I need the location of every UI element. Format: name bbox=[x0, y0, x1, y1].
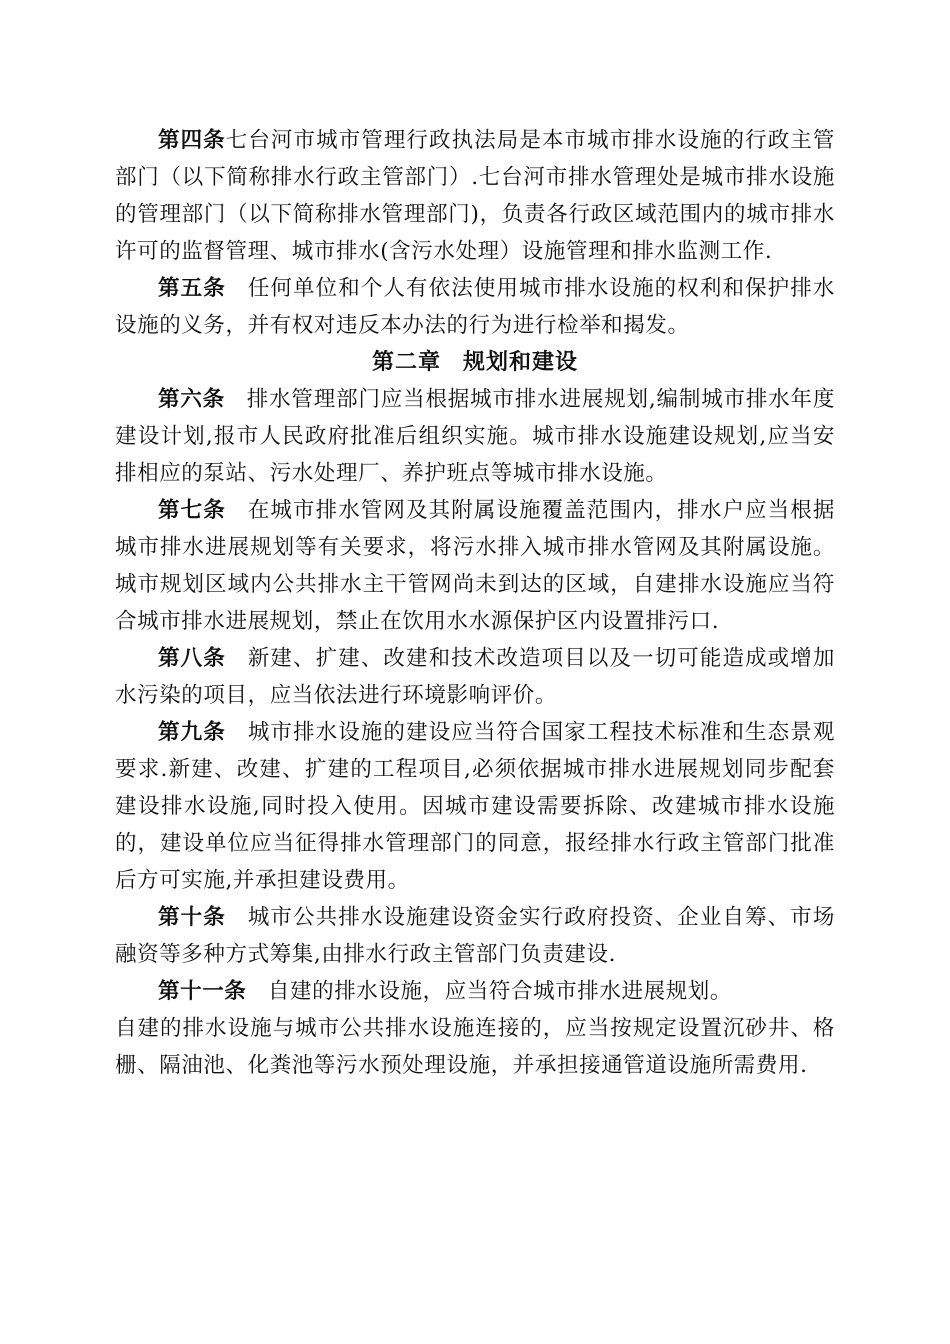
article-10 bbox=[115, 899, 835, 973]
article-text: 任何单位和个人有依法使用城市排水设施的权利和保护排水设施的义务，并有权对违反本办法的行为进行检举和揭发。 bbox=[115, 276, 835, 338]
chapter-title: 规划和建设 bbox=[463, 350, 579, 375]
document-page bbox=[115, 122, 835, 1084]
article-text: 七台河市城市管理行政执法局是本市城市排水设施的行政主管部门（以下简称排水行政主管部门）.七台河市排水管理处是城市排水设施的管理部门（以下简称排水管理部门)，负责各行政区域范围内的城市排水许可的监督管理、城市排水(含污水处理）设施管理和排水监测工作. bbox=[115, 128, 835, 264]
article-text: 新建、扩建、改建和技术改造项目以及一切可能造成或增加水污染的项目，应当依法进行环境影响评价。 bbox=[115, 646, 835, 708]
article-6 bbox=[115, 381, 835, 492]
article-7 bbox=[115, 492, 835, 640]
article-text: 在城市排水管网及其附属设施覆盖范围内，排水户应当根据城市排水进展规划等有关要求，将污水排入城市排水管网及其附属设施。城市规划区域内公共排水主干管网尚未到达的区域，自建排水设施应当符合城市排水进展规划，禁止在饮用水水源保护区内设置排污口. bbox=[115, 498, 835, 634]
article-4 bbox=[115, 122, 835, 270]
article-8 bbox=[115, 640, 835, 714]
article-11-continuation: 自建的排水设施与城市公共排水设施连接的，应当按规定设置沉砂井、格栅、隔油池、化粪池等污水预处理设施，并承担接通管道设施所需费用. bbox=[115, 1016, 835, 1078]
article-label: 第十条 bbox=[158, 905, 226, 930]
article-label: 第七条 bbox=[158, 498, 226, 523]
article-text: 自建的排水设施，应当符合城市排水进展规划。 bbox=[267, 979, 733, 1004]
article-5 bbox=[115, 270, 835, 344]
article-label: 第四条 bbox=[158, 128, 226, 153]
article-label: 第八条 bbox=[158, 646, 226, 671]
article-label: 第九条 bbox=[158, 720, 226, 745]
article-text: 城市公共排水设施建设资金实行政府投资、企业自筹、市场融资等多种方式筹集,由排水行政主管部门负责建设. bbox=[115, 905, 835, 967]
article-label: 第十一条 bbox=[158, 979, 247, 1004]
article-label: 第五条 bbox=[158, 276, 226, 301]
article-9 bbox=[115, 714, 835, 899]
article-text: 排水管理部门应当根据城市排水进展规划,编制城市排水年度建设计划,报市人民政府批准后组织实施。城市排水设施建设规划,应当安排相应的泵站、污水处理厂、养护班点等城市排水设施。 bbox=[115, 387, 835, 486]
chapter-number: 第二章 bbox=[371, 350, 441, 375]
article-label: 第六条 bbox=[158, 387, 226, 412]
article-11 bbox=[115, 973, 835, 1010]
chapter-heading bbox=[115, 344, 835, 381]
article-text: 城市排水设施的建设应当符合国家工程技术标准和生态景观要求.新建、改建、扩建的工程项目,必须依据城市排水进展规划同步配套建设排水设施,同时投入使用。因城市建设需要拆除、改建城市排水设施的，建设单位应当征得排水管理部门的同意，报经排水行政主管部门批准后方可实施,并承担建设费用。 bbox=[115, 720, 835, 893]
